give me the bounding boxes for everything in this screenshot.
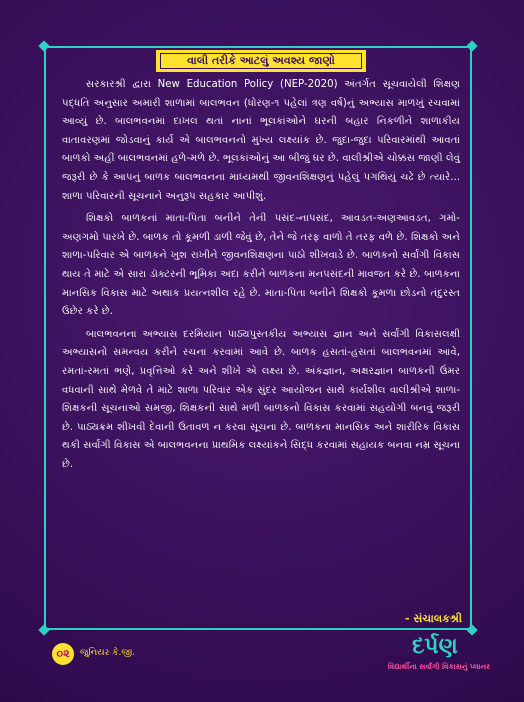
page-title: વાલી તરીકે આટલું અવશ્ય જાણો <box>160 53 362 69</box>
magazine-logo-title: દર્પણ <box>412 634 458 659</box>
page-number-badge: ૦૨ <box>52 643 74 665</box>
class-label: જુનિયર કે.જી. <box>80 648 135 658</box>
page-title-box <box>156 50 366 72</box>
paragraph: બાલભવનના અભ્યાસ દરમિયાન પાઠ્યપુસ્તકીય અભ્યાસ જ્ઞાન અને સર્વાંગી વિકાસલક્ષી અભ્યાસનો સમન્વય કરીને રચના કરવામાં આવે છે. બાળક હસતાં-હસતાં બાલભવનમાં આવે, રમતાં-રમતાં ભણે, પ્રવૃત્તિઓ કરે અને શીખે એ લક્ષ્ય છે. અંકજ્ઞાન, અક્ષરજ્ઞાન બાળકની ઉંમર વધવાની સાથે મેળવે તે માટે શાળા પરિવાર એક સુંદર આયોજન સાથે કાર્યશીલ વાલીશ્રીએ શાળા-શિક્ષકની સૂચનાઓ સમજી, શિક્ષકની સાથે મળી બાળકનો વિકાસ કરવામાં સહયોગી બનવું જરૂરી છે. પાઠ્યક્રમ શીખવી દેવાની ઉતાવળ ન કરવા સૂચના છે. બાળકના માનસિક અને શારીરિક વિકાસ થકી સર્વાંગી વિકાસ એ બાલભવનના પ્રાથમિક લક્ષ્યાંકને સિદ્ધ કરવામાં સહાયક બનવા નમ્ર સૂચના છે. <box>62 328 460 470</box>
paragraph: શિક્ષકો બાળકનાં માતા-પિતા બનીને તેની પસંદ-નાપસંદ, આવડત-અણઆવડત, ગમો-અણગમો પારખે છે. બાળક તો કૂમળી ડાળી જેવું છે, તેને જે તરફ વાળો તે તરફ વળે છે. શિક્ષકો અને શાળા-પરિવાર એ બાળકને ખુશ રાખીને જીવનશિક્ષણના પાઠો શીખવાડે છે. બાળકનો સર્વાંગી વિકાસ થાય તે માટે એ સારા ડૉક્ટરની ભૂમિકા અદા કરીને બાળકના મનપસંદની માવજત કરે છે. બાળકના માનસિક વિકાસ માટે અથાક પ્રયત્નશીલ રહે છે. માતા-પિતા બનીને શિક્ષકો કૂમળા છોડનો તંદુરસ્ત ઉછેર કરે છે. <box>62 213 460 318</box>
paragraph: સરકારશ્રી દ્વારા New Education Policy (NEP-2020) અંતર્ગત સૂચવાયેલી શિક્ષણ પદ્ધતિ અનુસાર અમારી શાળામાં બાલભવન (ધોરણ-૧ પહેલાં ત્રણ વર્ષ)નું અભ્યાસ માળખું રચવામાં આવ્યું છે. બાલભવનમાં દાખલ થતાં નાનાં ભૂલકાંઓને ઘરની બહાર નિકળીને શાળાકીય વાતાવરણમાં જોડવાનું કાર્ય એ બાલભવનનો મુખ્ય લક્ષ્યાંક છે. જુદા-જુદા પરિવારમાંથી આવતાં બાળકો અહીં બાલભવનમાં હળે-મળે છે. ભૂલકાંઓનું આ બીજું ઘર છે. વાલીશ્રીએ ચોક્કસ જાણી લેવું જરૂરી છે કે આપનું બાળક બાલભવનના માધ્યમથી જીવનશિક્ષણનું પહેલું પગથિયું ચઢે છે ત્યારે... શાળા પરિવારની સૂચનાને અનુરૂપ સહકાર આપીશું. <box>62 79 460 202</box>
magazine-tagline: વિદ્યાર્થીના સર્વાંગી વિકાસનું પ્લાનર <box>387 662 490 671</box>
article-body <box>62 76 460 478</box>
signature: - સંચાલકશ્રી <box>405 612 462 625</box>
